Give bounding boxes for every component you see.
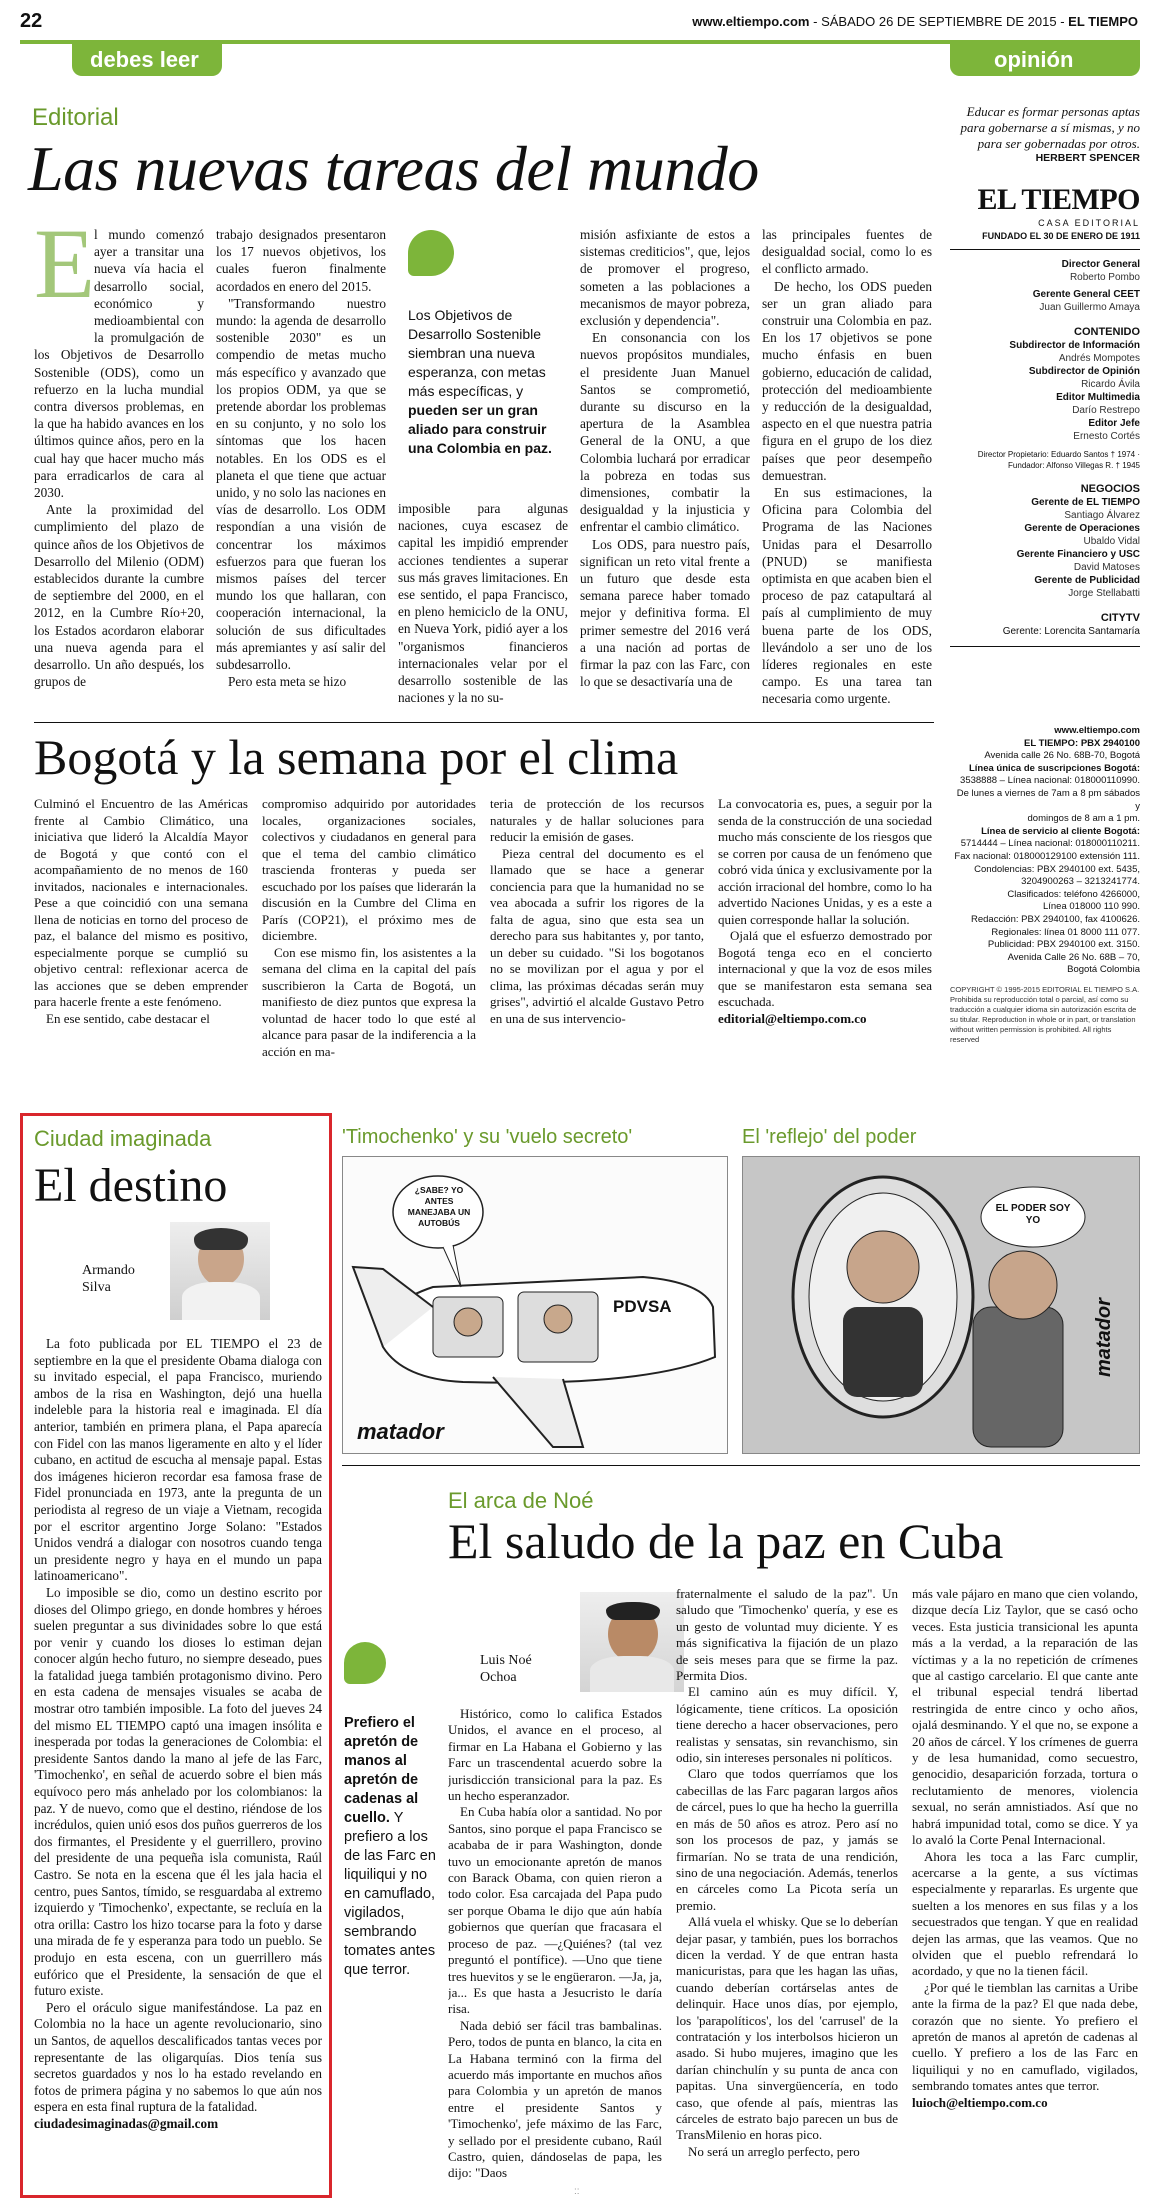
editorial-dropcap: E xyxy=(34,208,96,319)
cuba-column-3: más vale pájaro en mano que cien volando, dizque decía Liz Taylor, que se casó ocho veces. Esta justicia transicional les apunta más a la verdad, a la reparación de las víctimas y a la no repetición de crímenes que al castigo carcelario. El que cante ante el tribunal especial tendrá libertad restringida de entre cinco y ocho años, ojalá desminando. Y el que no, se expone a 20 años de cárcel. Y los crímenes de guerra y de lesa humanidad, como secuestro, genocidio, desaparición forzada, tortura o reclutamiento de menores, violencia sexual, no serán amnistiados. Así que no habrá impunidad total, como se dice. Y ya lo avaló la Corte Penal Internacional. Ahora les toca a las Farc cumplir, acercarse a la gente, a sus víctimas especialmente y repararlas. Es urgente que suelten a los menores en sus filas y a los secuestrados que tengan. Y que en realidad dejen las armas, que las veamos. Que no olviden que el pueblo refrendará lo acordado, y que no la tienen fácil. ¿Por qué le tiemblan las carnitas a Uribe ante la firma de la paz? El que nada debe, corazón que no siente. Yo prefiero el apretón de manos al apretón de cadenas al cuello. Y prefiero a los de las Farc en liquiliqui y no en camuflado, vigilados, sembrando tomates antes que terror. luioch@eltiempo.com.co xyxy=(912,1586,1138,2110)
cartoon1-title: 'Timochenko' y su 'vuelo secreto' xyxy=(342,1126,633,1148)
cuba-email[interactable]: luioch@eltiempo.com.co xyxy=(912,2094,1048,2110)
masthead: Educar es formar personas aptas para gobernarse a sí mismas, y no para ser gobernadas por otros. HERBERT SPENCER EL TIEMPO CASA EDITORIAL FUNDADO EL 30 DE ENERO DE 1911 Director General Roberto Pombo Gerente General CEET Juan Guillermo Amaya CONTENIDO Subdirector de Información Andrés Mompotes Subdirector de Opinión Ricardo Ávila Editor Multimedia Darío Restrepo Editor Jefe Ernesto Cortés Director Propietario: Eduardo Santos † 1974 · Fundador: Alfonso Villegas R. † 1945 NEGOCIOS Gerente de EL TIEMPO Santiago Álvarez Gerente de Operaciones Ubaldo Vidal Gerente Financiero y USC David Matoses Gerente de Publicidad Jorge Stellabatti CITYTV Gerente: Lorencita Santamaría xyxy=(950,104,1140,655)
author-photo-ochoa xyxy=(580,1592,684,1692)
section-tag-right: opinión xyxy=(950,44,1140,76)
destino-email[interactable]: ciudadesimaginadas@gmail.com xyxy=(34,2115,219,2131)
cuba-headline: El saludo de la paz en Cuba xyxy=(448,1513,1004,1569)
cartoon2-title: El 'reflejo' del poder xyxy=(742,1126,917,1148)
cuba-pullquote: Prefiero el apretón de manos al apretón de cadenas al cuello. Y prefiero a los de las Farc en liquiliqui y no en camuflado, vigilados, sembrando tomates antes que terror. xyxy=(344,1715,436,1978)
paper-name: EL TIEMPO xyxy=(1068,14,1138,29)
footer-mark: :: xyxy=(574,2186,580,2197)
editorial-kicker: Editorial xyxy=(32,104,119,131)
editorial-column-2: trabajo designados presentaron los 17 nuevos objetivos, los cuales fueron finalmente acordados en enero del 2015. "Transformando nuestro mundo: la agenda de desarrollo sostenible 2030" es un compendio de metas mucho más específico y avanzado que los propios ODM, ya que se pretende abordar los problemas en su conjunto, y no solo los síntomas que los hacen notables. En los ODS es el planeta el que tiene que actuar unido, y no solo las naciones en vías de desarrollo. Los ODM respondían a una visión de concentrar los máximos esfuerzos para que fueran los mismos países del tercer mundo los que hallaran, con cooperación internacional, la solución de sus dificultades más apremiantes y así salir del subdesarrollo. Pero esta meta se hizo xyxy=(216,227,386,690)
masthead-logo: EL TIEMPO xyxy=(977,183,1140,216)
quote-mark-icon-2 xyxy=(344,1642,386,1684)
editorial-column-1: l mundo comenzó ayer a transitar una nueva vía hacia el desarrollo social, económico y medioambiental con la promulgación de los Objetivos de Desarrollo Sostenible (ODS), como un refuerzo en la lucha mundial contra diversos problemas, en la que ha habido avances en los últimos quince años, pero en la cual hay que hacer mucho más para erradicarlos de cara al 2030. Ante la proximidad del cumplimiento del plazo de quince años de los Objetivos de Desarrollo del Milenio (ODM) establecidos durante la cumbre de septiembre del 2000, en el 2012, en la Cumbre Río+20, los Estados acordaron elaborar una nueva agenda para el desarrollo. Un año después, los grupos de xyxy=(34,227,204,690)
page-number: 22 xyxy=(20,10,43,32)
destino-kicker: Ciudad imaginada xyxy=(34,1126,212,1151)
masthead-divider xyxy=(950,249,1140,250)
contenido-title: CONTENIDO xyxy=(1074,326,1140,338)
clima-column-3: teria de protección de los recursos naturales y de hallar soluciones para reducir la emisión de gases. Pieza central del documento es el llamado que se hace a generar conciencia para que la humanidad no se vea abocada a sufrir los rigores de la falta de agua, sino que esta sea un derecho para sus habitantes y, por tanto, un deber su cuidado. "Si los bogotanos no se movilizan por el agua y por el clima, las próximas décadas serán muy grises", advirtió el alcalde Gustavo Petro en una de sus intervencio- xyxy=(490,796,704,1026)
cartoon-timochenko xyxy=(342,1156,728,1454)
destino-headline: El destino xyxy=(34,1159,228,1212)
cartoon2-speech: EL PODER SOY YO xyxy=(995,1203,1071,1226)
epigraph-author: HERBERT SPENCER xyxy=(1035,152,1140,164)
contact-block: www.eltiempo.com EL TIEMPO: PBX 2940100 Avenida calle 26 No. 68B-70, Bogotá Línea única de suscripciones Bogotá: 3538888 – Línea nacional: 018000110990. De lunes a viernes de 7am a 8 pm sábados y domingos de 8 am a 1 pm. Línea de servicio al cliente Bogotá: 5714444 – Línea nacional: 018000110211. Fax nacional: 018000129100 extensión 111. Condolencias: PBX 2940100 ext. 5435, 3204900263 – 3213241774. Clasificados: teléfono 4266000, Línea 018000 110 990. Redacción: PBX 2940100, fax 4100626. Regionales: línea 01 8000 111 077. Publicidad: PBX 2940100 ext. 3150. Avenida Calle 26 No. 68B – 70, Bogotá Colombia xyxy=(954,725,1140,976)
citytv-title: CITYTV xyxy=(1100,612,1140,624)
destino-author: Armando Silva xyxy=(82,1263,135,1295)
cartoon1-signature: matador xyxy=(357,1419,444,1444)
section-tag-left: debes leer xyxy=(72,44,222,76)
mirror-drawing xyxy=(743,1157,1140,1454)
clima-column-4: La convocatoria es, pues, a seguir por la senda de la construcción de una sociedad mucho más consciente de los riesgos que se corren por causa de un fenómeno que cobró vida única y exclusivamente por la acción irracional del hombre, como lo ha advertido Naciones Unidas, y es a este a quien corresponde hallar la solución. Ojalá que el esfuerzo demostrado por Bogotá tenga eco en el concierto internacional y que la voz de esos miles que se manifestaron esta semana sea escuchada. editorial@eltiempo.com.co xyxy=(718,796,932,1026)
cuba-column-2: fraternalmente el saludo de la paz". Un saludo que 'Timochenko' quería, y ese es un gesto de voluntad muy diciente. Y es más significativa la fijación de un plazo de seis meses para que se firme la paz. Permita Dios. El camino aún es muy difícil. Y, lógicamente, tiene críticos. La oposición tiene derecho a hacer observaciones, pero realistas y sensatas, sin revanchismo, sin odio, sin intereses personales ni políticos. Claro que todos querríamos que los cabecillas de las Farc pagaran largos años de cárcel, pues lo que ha hecho la guerrilla en más de 50 años es atroz. Pero así no son los procesos de paz, y jamás se firmarían. No se trata de una rendición, sino de una negociación. Además, tenerlos en cárceles como La Picota sería un premio. Allá vuela el whisky. Que se lo deberían dejar pasar, y también, pues los borrachos dicen la verdad. Y de que entran hasta manicuristas, para que les hagan las uñas, cuando deberían cortárselas antes de delinquir. Hace unos días, por ejemplo, los 'parapolíticos', los del 'carrusel' de la contratación y los interbolsos hicieron un asado. Si hubo mujeres, imagino que les darían chinchulín y su punta de anca con papitas. Una sinvergüencería, en todo caso, que ofende al país, mientras las cárceles de estrato bajo parecen un bus de TransMilenio en horas pico. No será un arreglo perfecto, pero xyxy=(676,1586,898,2159)
plane-tail-text: PDVSA xyxy=(613,1297,672,1316)
site-url[interactable]: www.eltiempo.com xyxy=(692,14,810,29)
clima-email[interactable]: editorial@eltiempo.com.co xyxy=(718,1010,867,1026)
author-photo-silva xyxy=(170,1222,270,1320)
cuba-top-rule xyxy=(342,1465,1140,1466)
quote-mark-icon xyxy=(408,230,454,276)
cuba-kicker: El arca de Noé xyxy=(448,1488,594,1513)
clima-column-1: Culminó el Encuentro de las Américas frente al Cambio Climático, una iniciativa que lideró la Alcaldía Mayor de Bogotá y que contó con el acompañamiento de no menos de 160 invitados, nacionales e internacionales. Pese a que coincidió con una semana llena de noticias en torno del proceso de paz, el balance del mismo es positivo, especialmente porque se cumplió su objetivo central: reflexionar acerca de las acciones que se deben emprender para hacerle frente a este fenómeno. En ese sentido, cabe destacar el xyxy=(34,796,248,1026)
destino-body: La foto publicada por EL TIEMPO el 23 de septiembre en la que el presidente Obama dialoga con su invitado especial, el papa Francisco, muriendo ambos de la risa en Washington, dejó una huella indeleble para la historia real e imaginada. El día anterior, también en primera plana, el Papa aparecía con Fidel con las manos ligeramente en alto y el líder cubano, en actitud de escucha al mensaje papal. Estas dos imágenes hicieron recordar esa famosa frase de Fidel pronunciada en 1973, ante la pregunta de un periodista al regreso de un viaje a Vietnam, recogida por el escritor argentino Jorge Solano: "Estados Unidos vendrá a dialogar con nosotros cuando tenga un presidente negro y haya en el mundo un papa latinoamericano". Lo imposible se dio, como un destino escrito por dioses del Olimpo griego, en donde hombres y héroes suelen preguntar a sus divinidades sobre lo que está por venir y cuando los dioses lo estiman dejan conocer algún hecho futuro, no siempre deseado, pues la fatalidad juega también protagonismo divino. Pero en esta cadena de mensajes visuales se acaba de mostrar otro también imposible. La foto del jueves 24 del mismo EL TIEMPO captó una imagen insólita e inesperada por todas la generaciones de Colombia: el presidente Santos dando la mano al jefe de las Farc, 'Timochenko', en señal de acuerdo sobre el bien más equívoco pero más anhelado por los colombianos: la paz. Y de nuevo, como que el destino, riéndose de los incrédulos, quien unió esos dos puños guerreros de los dos firmantes, el Presidente y el guerrillero, provino del presidente de una pequeña isla comunista, Raúl Castro. Se nota en la escena que él les jala hacia el centro, pues Santos, tímido, se resguardaba al extremo izquierdo y 'Timochenko', expectante, se recluía en la otra orilla: Castro los hizo tocarse para la foto y darse una mirada de fe y esperanza para todo un pueblo. Se produjo en esta escena, con un guerrillero más eufórico que el Presidente, la sensación de que el futuro existe. Pero el oráculo sigue manifestándose. La paz en Colombia no la hace un agente revolucionario, sino un Santos, de aquellos descalificados tantas veces por representante de las oligarquías. Dios tenía sus secretos guardados y nos lo ha estado revelando en fotos de primera página y no sabemos lo que aún nos espera en esta final ruptura de la fatalidad. ciudadesimaginadas@gmail.com xyxy=(34,1336,322,2131)
clima-column-2: compromiso adquirido por autoridades locales, organizaciones sociales, colectivos y ciudadanos en general para que el tema del cambio climático trascienda fronteras y pueda ser escuchado por los países que liderarán la discusión en la Cumbre del Clima en París (COP21), el próximo mes de diciembre. Con ese mismo fin, los asistentes a la semana del clima en la capital del país suscribieron la Carta de Bogotá, un manifiesto de diez puntos que expresa la voluntad de hacer todo lo que esté al alcance para pasar de la indiferencia a la acción en ma- xyxy=(262,796,476,1059)
editorial-headline: Las nuevas tareas del mundo xyxy=(28,133,759,204)
header-dateline: www.eltiempo.com - SÁBADO 26 DE SEPTIEMBRE DE 2015 - EL TIEMPO xyxy=(692,14,1138,29)
cartoon2-signature: matador xyxy=(1093,1298,1115,1377)
clima-headline: Bogotá y la semana por el clima xyxy=(34,729,679,785)
cartoon1-speech: ¿SABE? YO ANTES MANEJABA UN AUTOBÚS xyxy=(407,1185,471,1228)
copyright-note: COPYRIGHT © 1995-2015 EDITORIAL EL TIEMPO S.A. Prohibida su reproducción total o parcial, así como su traducción a cualquier idioma sin autorización escrita de su titular. Reproduction in whole or in part, or translation without written permission is prohibited. All rights reserved xyxy=(950,985,1140,1044)
cuba-column-1: Histórico, como lo califica Estados Unidos, el avance en el proceso, al firmar en La Habana el Gobierno y las Farc un trascendental acuerdo sobre la jurisdicción transicional para la paz. Es un hecho esperanzador. En Cuba había olor a santidad. No por Santos, sino porque el papa Francisco se acababa de ir para Washington, donde tuvo un emocionante apretón de manos con Barack Obama, con quien rieron a todo color. Esa carcajada del Papa pudo ser porque Obama le dijo que aún había gobiernos que querían que fracasara el proceso de paz. —¿Quiénes? (tal vez preguntó el pontífice). —Uno que tiene tres huevitos y se le engüeraron. —Ja, ja, ja... Es que hasta a Jesucristo le daría risa. Nada debió ser fácil tras bambalinas. Pero, todos de punta en blanco, la cita en La Habana terminó con la firma del acuerdo más importante en muchos años para Colombia y un apretón de manos entre el presidente Santos y 'Timochenko', jefe máximo de las Farc, y sellado por el presidente cubano, Raúl Castro, quien, dándoselas de papa, les dijo: "Daos xyxy=(448,1706,662,2181)
masthead-logo-sub: CASA EDITORIAL xyxy=(1038,218,1140,228)
issue-date: SÁBADO 26 DE SEPTIEMBRE DE 2015 xyxy=(821,14,1057,29)
cuba-author: Luis Noé Ochoa xyxy=(480,1653,532,1685)
editorial-column-5: las principales fuentes de desigualdad social, como lo es el conflicto armado. De hecho, los ODS pueden ser un gran aliado para construir una Colombia en paz. En los 17 objetivos se pone mucho énfasis en buen gobierno, educación de calidad, protección del medioambiente y reducción de la desigualdad, aspecto en el que nuestra patria figura en el grupo de los diez países que peor desempeño demuestran. En sus estimaciones, la Oficina para Colombia del Programa de las Naciones Unidas para el Desarrollo (PNUD) se manifiesta optimista en que acaben bien el proceso de paz catapultará al país al cumplimiento de muy buena parte de los ODS, llevándolo a ser uno de los líderes regionales en este campo. Es una tarea tan necesaria como urgente. xyxy=(762,227,932,707)
clima-top-rule xyxy=(34,722,934,723)
editorial-column-4: misión asfixiante de estos a sistemas crediticios", que, lejos de promover el progreso, someten a las poblaciones a mecanismos de mayor pobreza, exclusión y dependencia". En consonancia con los nuevos propósitos mundiales, el presidente Juan Manuel Santos se comprometió, durante su discurso en la apertura de la Asamblea General de la ONU, a que Colombia luchará por erradicar la pobreza en todas sus dimensiones, combatir la desigualdad y la injusticia y enfrentar el cambio climático. Los ODS, para nuestro país, significan un reto vital frente a un futuro que desde esta semana parece haber tomado mejor y definitiva forma. El primer semestre del 2016 verá a una nación ad portas de firmar la paz con las Farc, con lo que se desactivaría una de xyxy=(580,227,750,690)
founded-line: FUNDADO EL 30 DE ENERO DE 1911 xyxy=(982,231,1140,241)
editorial-pullquote: Los Objetivos de Desarrollo Sostenible siembran una nueva esperanza, con metas más específicas, y pueden ser un gran aliado para construir una Colombia en paz. xyxy=(408,230,558,458)
cartoon-reflejo xyxy=(742,1156,1140,1454)
epigraph: Educar es formar personas aptas para gobernarse a sí mismas, y no para ser gobernadas por otros. xyxy=(960,104,1140,151)
negocios-title: NEGOCIOS xyxy=(1080,483,1140,495)
editorial-column-3: imposible para algunas naciones, cuya escasez de capital les impidió emprender acciones tendientes a superar sus más graves limitaciones. En ese sentido, el papa Francisco, en pleno hemiciclo de la ONU, en Nueva York, pidió ayer a los "organismos financieros internacionales velar por el desarrollo sostenible de las naciones y la no su- xyxy=(398,501,568,706)
